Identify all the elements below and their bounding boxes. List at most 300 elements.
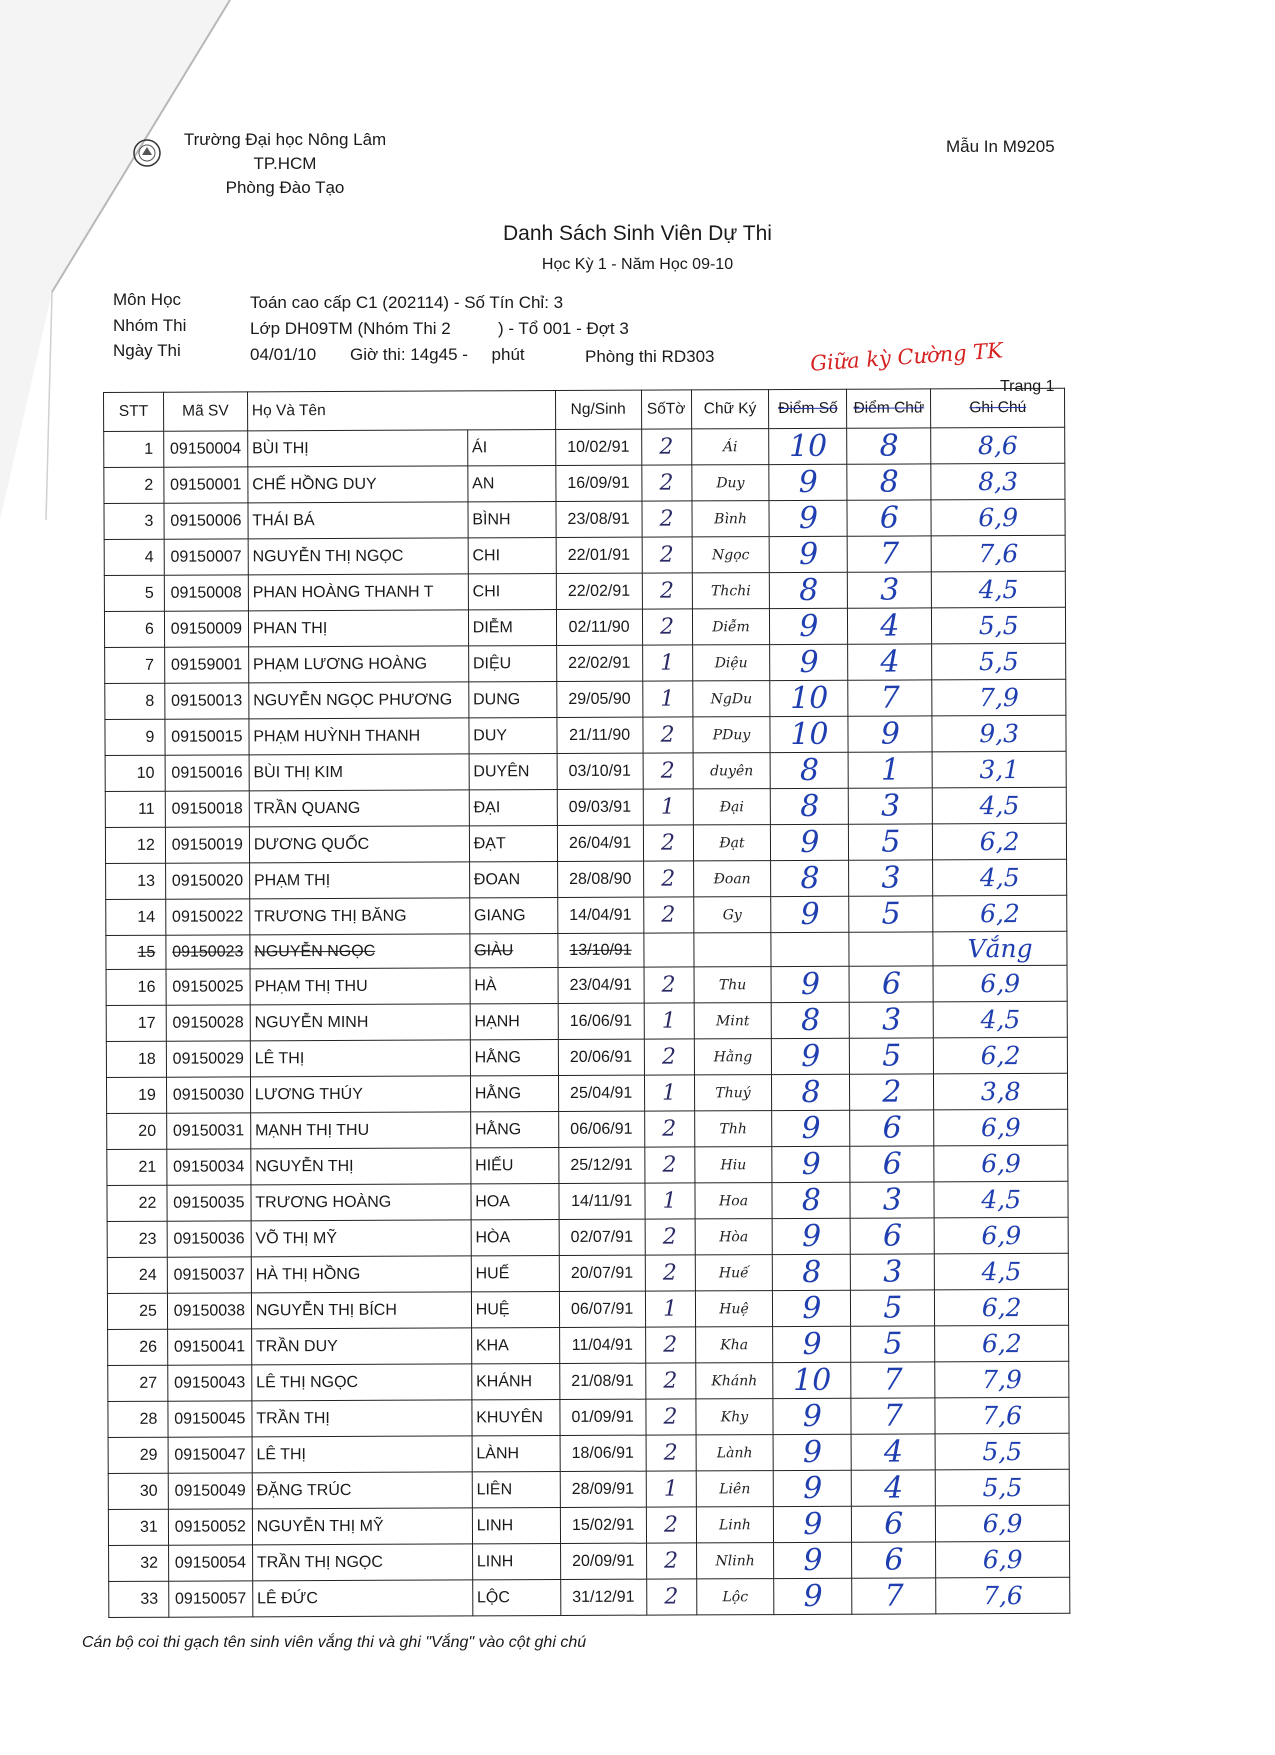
table-row — [106, 1038, 1067, 1078]
document-title: Danh Sách Sinh Viên Dự Thi — [503, 222, 772, 245]
sheet-count: 2 — [641, 429, 691, 465]
score-number: 8 — [772, 1003, 850, 1039]
col-header-dob: Ng/Sinh — [555, 390, 641, 429]
sheet-count: 2 — [644, 967, 694, 1003]
note: 5,5 — [932, 643, 1066, 680]
row-number: 8 — [105, 683, 165, 719]
sheet-count: 2 — [646, 1507, 696, 1543]
table-row — [107, 1218, 1068, 1258]
signature: Hằng — [694, 1039, 772, 1075]
signature: Mint — [694, 1003, 772, 1039]
signature: Khánh — [695, 1363, 773, 1399]
student-id: 09150047 — [168, 1437, 252, 1473]
group-value: Lớp DH09TM (Nhóm Thi 2 ) - Tổ 001 - Đợt 3 — [250, 319, 629, 338]
signature: Lộc — [696, 1579, 774, 1615]
note: 6,9 — [936, 1542, 1070, 1579]
student-given-name: LIÊN — [472, 1472, 560, 1508]
note: 5,5 — [936, 1470, 1070, 1507]
signature: NgDu — [692, 681, 770, 717]
table-row — [107, 1110, 1068, 1150]
signature: Lành — [696, 1435, 774, 1471]
row-number: 17 — [106, 1006, 166, 1042]
student-surname: PHẠM LƯƠNG HOÀNG — [248, 646, 468, 683]
student-given-name: HẰNG — [470, 1040, 558, 1076]
student-given-name: ĐOAN — [469, 862, 557, 898]
student-surname: THÁI BÁ — [248, 502, 468, 539]
sheet-count: 2 — [644, 1111, 694, 1147]
score-number: 9 — [773, 1399, 851, 1435]
signature: Thh — [694, 1111, 772, 1147]
row-number: 29 — [108, 1438, 168, 1474]
student-given-name: HUẾ — [471, 1256, 559, 1292]
student-id: 09150030 — [166, 1077, 250, 1113]
date-of-birth: 01/09/91 — [560, 1399, 646, 1435]
footer-instruction: Cán bộ coi thi gạch tên sinh viên vắng thi và ghi "Vắng" vào cột ghi chú — [82, 1634, 587, 1651]
sheet-count: 2 — [644, 1039, 694, 1075]
note: 8,3 — [931, 463, 1065, 500]
student-surname: TRẦN QUANG — [249, 790, 469, 827]
score-number: 8 — [771, 788, 849, 824]
date-value: 04/01/10 — [250, 345, 317, 364]
score-number: 8 — [770, 572, 848, 608]
date-of-birth: 14/11/91 — [559, 1183, 645, 1219]
row-number: 19 — [106, 1078, 166, 1114]
row-number: 15 — [106, 935, 166, 970]
signature: Hòa — [695, 1219, 773, 1255]
sheet-count: 2 — [642, 609, 692, 645]
col-header-score-words: Điểm Chữ — [847, 389, 931, 428]
score-words: 6 — [852, 1542, 936, 1578]
sheet-count: 2 — [645, 1363, 695, 1399]
sheet-count: 2 — [642, 501, 692, 537]
date-of-birth: 21/11/90 — [557, 717, 643, 753]
date-of-birth: 23/04/91 — [558, 967, 644, 1003]
student-surname: TRẦN THỊ — [252, 1400, 472, 1437]
score-number: 9 — [770, 536, 848, 572]
date-of-birth: 20/09/91 — [560, 1543, 646, 1579]
student-surname: PHẠM HUỲNH THANH — [249, 718, 469, 755]
row-number: 6 — [104, 611, 164, 647]
score-number: 10 — [769, 428, 847, 464]
score-words: 5 — [851, 1326, 935, 1362]
table-row — [106, 931, 1067, 969]
score-words — [849, 932, 933, 967]
signature: PDuy — [692, 717, 770, 753]
student-surname: HÀ THỊ HỒNG — [251, 1256, 471, 1293]
row-number: 20 — [107, 1114, 167, 1150]
student-id: 09150023 — [166, 935, 250, 970]
date-of-birth: 22/02/91 — [556, 573, 642, 609]
sheet-count: 1 — [642, 681, 692, 717]
signature: Thchi — [692, 573, 770, 609]
sheet-count: 2 — [643, 753, 693, 789]
table-row — [104, 571, 1065, 611]
signature — [693, 933, 771, 968]
score-number: 9 — [774, 1471, 852, 1507]
sheet-count: 1 — [644, 1075, 694, 1111]
row-number: 11 — [105, 791, 165, 827]
student-surname: PHẠM THỊ THU — [250, 968, 470, 1005]
student-id: 09150018 — [165, 791, 249, 827]
table-row — [106, 1074, 1067, 1114]
student-given-name: DUNG — [469, 682, 557, 718]
sheet-count: 1 — [642, 645, 692, 681]
score-words: 4 — [851, 1434, 935, 1470]
score-words: 1 — [848, 752, 932, 788]
score-number: 9 — [772, 1039, 850, 1075]
sheet-count: 2 — [645, 1219, 695, 1255]
student-given-name: HÒA — [471, 1220, 559, 1256]
signature: Diệu — [692, 645, 770, 681]
student-id: 09150036 — [167, 1221, 251, 1257]
note: 6,9 — [936, 1506, 1070, 1543]
note: 6,2 — [933, 823, 1067, 860]
table-row — [107, 1254, 1068, 1294]
student-surname: LƯƠNG THÚY — [250, 1076, 470, 1113]
date-of-birth: 16/09/91 — [555, 465, 641, 501]
row-number: 24 — [107, 1258, 167, 1294]
student-surname: TRẦN THỊ NGỌC — [252, 1544, 472, 1581]
student-id: 09150034 — [167, 1149, 251, 1185]
date-of-birth: 25/04/91 — [558, 1075, 644, 1111]
score-words: 5 — [850, 1038, 934, 1074]
student-given-name: CHI — [468, 574, 556, 610]
signature: Hiu — [694, 1147, 772, 1183]
note: 6,9 — [934, 1110, 1068, 1147]
student-id: 09150052 — [168, 1509, 252, 1545]
table-row — [108, 1362, 1069, 1402]
date-of-birth: 06/06/91 — [558, 1111, 644, 1147]
date-of-birth: 31/12/91 — [560, 1579, 646, 1615]
student-surname: LÊ THỊ NGỌC — [252, 1364, 472, 1401]
score-number: 9 — [773, 1435, 851, 1471]
score-number: 10 — [773, 1363, 851, 1399]
table-row — [106, 895, 1067, 935]
signature: Diễm — [692, 609, 770, 645]
score-number: 10 — [770, 680, 848, 716]
student-id: 09150008 — [164, 575, 248, 611]
student-surname: TRƯƠNG THỊ BĂNG — [250, 898, 470, 935]
table-row — [108, 1434, 1069, 1474]
signature: Ngọc — [692, 537, 770, 573]
row-number: 22 — [107, 1186, 167, 1222]
row-number: 16 — [106, 970, 166, 1006]
student-given-name: ÁI — [467, 430, 555, 466]
date-of-birth: 11/04/91 — [559, 1327, 645, 1363]
note: 3,1 — [932, 751, 1066, 788]
score-number: 9 — [771, 824, 849, 860]
student-given-name: BÌNH — [468, 502, 556, 538]
date-of-birth: 22/01/91 — [556, 537, 642, 573]
score-number: 8 — [773, 1255, 851, 1291]
table-row — [104, 607, 1065, 647]
sheet-count: 2 — [643, 825, 693, 861]
student-given-name: HẠNH — [470, 1004, 558, 1040]
school-line-3: Phòng Đào Tạo — [225, 178, 345, 197]
student-given-name: HẰNG — [470, 1076, 558, 1112]
table-row — [104, 427, 1065, 467]
score-words: 8 — [847, 464, 931, 500]
table-row — [108, 1470, 1069, 1510]
row-number: 23 — [107, 1222, 167, 1258]
date-of-birth: 28/08/90 — [557, 861, 643, 897]
student-id: 09150022 — [166, 899, 250, 935]
score-words: 6 — [849, 966, 933, 1002]
signature: Kha — [695, 1327, 773, 1363]
date-of-birth: 15/02/91 — [560, 1507, 646, 1543]
time-value: Giờ thi: 14g45 - phút — [350, 345, 525, 364]
score-words: 3 — [848, 572, 932, 608]
note: 7,9 — [935, 1362, 1069, 1399]
table-header-row — [104, 388, 1065, 431]
student-surname: ĐẶNG TRÚC — [252, 1472, 472, 1509]
signature: duyên — [693, 753, 771, 789]
row-number: 9 — [105, 719, 165, 755]
sheet-count: 2 — [645, 1327, 695, 1363]
score-number: 9 — [773, 1327, 851, 1363]
score-words: 5 — [849, 896, 933, 932]
student-given-name: KHA — [471, 1328, 559, 1364]
row-number: 2 — [104, 467, 164, 503]
date-of-birth: 29/05/90 — [556, 681, 642, 717]
date-of-birth: 28/09/91 — [560, 1471, 646, 1507]
date-of-birth: 22/02/91 — [556, 645, 642, 681]
score-number: 8 — [771, 860, 849, 896]
form-code: Mẫu In M9205 — [946, 137, 1055, 156]
row-number: 3 — [104, 503, 164, 539]
table-row — [107, 1182, 1068, 1222]
handwritten-red-note: Giữa kỳ Cường TK — [809, 338, 1004, 376]
signature: Đạt — [693, 825, 771, 861]
table-row — [104, 535, 1065, 575]
row-number: 30 — [108, 1474, 168, 1510]
date-of-birth: 14/04/91 — [557, 897, 643, 933]
score-number: 9 — [774, 1507, 852, 1543]
date-of-birth: 16/06/91 — [558, 1003, 644, 1039]
student-surname: NGUYỄN NGỌC — [250, 934, 470, 969]
col-header-full-name: Họ Và Tên — [247, 391, 555, 431]
signature: Bình — [692, 501, 770, 537]
note: 4,5 — [934, 1182, 1068, 1219]
row-number: 33 — [109, 1582, 169, 1618]
score-words: 6 — [847, 500, 931, 536]
student-given-name: KHUYÊN — [472, 1400, 560, 1436]
row-number: 26 — [108, 1330, 168, 1366]
sheet-count: 2 — [643, 897, 693, 933]
score-words: 3 — [851, 1254, 935, 1290]
student-given-name: HẰNG — [470, 1112, 558, 1148]
sheet-count: 2 — [641, 465, 691, 501]
score-words: 6 — [850, 1110, 934, 1146]
sheet-count: 2 — [642, 717, 692, 753]
student-id: 09150007 — [164, 539, 248, 575]
student-surname: BÙI THỊ — [247, 430, 467, 467]
note: 7,9 — [932, 679, 1066, 716]
sheet-count — [643, 933, 693, 968]
student-given-name: HIẾU — [471, 1148, 559, 1184]
score-number: 9 — [771, 967, 849, 1003]
table-row — [109, 1578, 1070, 1618]
score-number: 9 — [770, 644, 848, 680]
date-of-birth: 02/11/90 — [556, 609, 642, 645]
note: Vắng — [933, 931, 1067, 966]
score-number: 9 — [773, 1219, 851, 1255]
sheet-count: 2 — [646, 1579, 696, 1615]
row-number: 32 — [109, 1546, 169, 1582]
table-row — [108, 1398, 1069, 1438]
date-of-birth: 26/04/91 — [557, 825, 643, 861]
sheet-count: 2 — [645, 1399, 695, 1435]
note: 4,5 — [932, 571, 1066, 608]
student-given-name: LINH — [472, 1508, 560, 1544]
student-id: 09150009 — [164, 611, 248, 647]
student-given-name: DUYÊN — [469, 754, 557, 790]
table-row — [105, 715, 1066, 755]
student-surname: DƯƠNG QUỐC — [249, 826, 469, 863]
student-id: 09150001 — [164, 467, 248, 503]
signature: Duy — [691, 465, 769, 501]
score-words: 7 — [851, 1398, 935, 1434]
table-row — [106, 966, 1067, 1006]
note: 7,6 — [936, 1578, 1070, 1615]
score-words: 3 — [849, 788, 933, 824]
note: 4,5 — [933, 787, 1067, 824]
signature: Nlinh — [696, 1543, 774, 1579]
table-row — [105, 679, 1066, 719]
student-surname: TRẦN DUY — [251, 1328, 471, 1365]
row-number: 27 — [108, 1366, 168, 1402]
sheet-count: 1 — [644, 1003, 694, 1039]
student-surname: PHẠM THỊ — [249, 862, 469, 899]
score-number: 9 — [770, 608, 848, 644]
date-of-birth: 13/10/91 — [558, 933, 644, 968]
student-given-name: KHÁNH — [471, 1364, 559, 1400]
table-row — [108, 1506, 1069, 1546]
table-row — [106, 859, 1067, 899]
score-words: 3 — [850, 1182, 934, 1218]
row-number: 25 — [107, 1294, 167, 1330]
student-given-name: GIANG — [469, 898, 557, 934]
sheet-count: 1 — [646, 1471, 696, 1507]
col-header-score: Điểm Số — [769, 389, 847, 428]
row-number: 21 — [107, 1150, 167, 1186]
score-number — [771, 932, 849, 967]
student-surname: NGUYỄN MINH — [250, 1004, 470, 1041]
student-id: 09150045 — [168, 1401, 252, 1437]
table-row — [109, 1542, 1070, 1582]
score-number: 8 — [772, 1075, 850, 1111]
student-given-name: CHI — [468, 538, 556, 574]
score-number: 9 — [774, 1579, 852, 1615]
date-of-birth: 03/10/91 — [557, 753, 643, 789]
score-number: 8 — [772, 1183, 850, 1219]
table-row — [104, 499, 1065, 539]
score-number: 9 — [774, 1543, 852, 1579]
student-given-name: ĐẠT — [469, 826, 557, 862]
signature: Liên — [696, 1471, 774, 1507]
note: 4,5 — [934, 1002, 1068, 1039]
student-given-name: GIÀU — [470, 934, 558, 969]
student-given-name: DIỆU — [468, 646, 556, 682]
score-number: 9 — [773, 1291, 851, 1327]
date-of-birth: 21/08/91 — [559, 1363, 645, 1399]
note: 6,2 — [933, 895, 1067, 932]
col-header-sheets: SốTờ — [641, 390, 691, 429]
school-line-1: Trường Đại học Nông Lâm — [183, 130, 387, 149]
score-words: 6 — [850, 1146, 934, 1182]
signature: Hoa — [695, 1183, 773, 1219]
score-words: 5 — [851, 1290, 935, 1326]
sheet-count: 2 — [646, 1543, 696, 1579]
student-given-name: HÀ — [470, 968, 558, 1004]
date-of-birth: 23/08/91 — [556, 501, 642, 537]
student-table — [103, 388, 1070, 1618]
note: 6,2 — [934, 1038, 1068, 1075]
student-surname: NGUYỄN THỊ MỸ — [252, 1508, 472, 1545]
score-words: 8 — [847, 428, 931, 464]
date-of-birth: 20/07/91 — [559, 1255, 645, 1291]
row-number: 4 — [104, 539, 164, 575]
score-words: 9 — [848, 716, 932, 752]
student-surname: TRƯƠNG HOÀNG — [251, 1184, 471, 1221]
col-header-student-id: Mã SV — [163, 392, 247, 431]
date-label: Ngày Thi — [113, 341, 181, 360]
note: 6,2 — [935, 1290, 1069, 1327]
table-row — [105, 643, 1066, 683]
student-id: 09150037 — [167, 1257, 251, 1293]
score-words: 4 — [852, 1470, 936, 1506]
date-of-birth: 25/12/91 — [558, 1147, 644, 1183]
note: 6,2 — [935, 1326, 1069, 1363]
score-number: 10 — [770, 716, 848, 752]
student-surname: BÙI THỊ KIM — [249, 754, 469, 791]
score-number: 8 — [771, 752, 849, 788]
col-header-notes: Ghi Chú — [931, 388, 1065, 428]
sheet-count: 2 — [642, 537, 692, 573]
student-surname: MẠNH THỊ THU — [250, 1112, 470, 1149]
signature: Huế — [695, 1255, 773, 1291]
sheet-count: 1 — [643, 789, 693, 825]
student-id: 09150013 — [165, 683, 249, 719]
col-header-stt: STT — [104, 392, 164, 431]
student-given-name: HUỆ — [471, 1292, 559, 1328]
score-words: 6 — [850, 1218, 934, 1254]
note: 6,9 — [931, 499, 1065, 536]
table-row — [107, 1146, 1068, 1186]
note: 9,3 — [932, 715, 1066, 752]
note: 6,9 — [934, 1218, 1068, 1255]
signature: Linh — [696, 1507, 774, 1543]
student-surname: VÕ THỊ MỸ — [251, 1220, 471, 1257]
student-surname: PHAN THỊ — [248, 610, 468, 647]
date-of-birth: 06/07/91 — [559, 1291, 645, 1327]
student-id: 09150015 — [165, 719, 249, 755]
student-given-name: AN — [468, 466, 556, 502]
school-line-2: TP.HCM — [253, 154, 317, 173]
score-words: 5 — [849, 824, 933, 860]
student-given-name: LỘC — [472, 1580, 560, 1616]
score-number: 9 — [769, 464, 847, 500]
score-words: 7 — [848, 536, 932, 572]
student-id: 09150006 — [164, 503, 248, 539]
score-number: 9 — [769, 500, 847, 536]
score-words: 7 — [848, 680, 932, 716]
student-id: 09150028 — [166, 1005, 250, 1041]
student-surname: NGUYỄN THỊ — [251, 1148, 471, 1185]
student-surname: NGUYỄN NGỌC PHƯƠNG — [249, 682, 469, 719]
table-row — [105, 751, 1066, 791]
student-given-name: LINH — [472, 1544, 560, 1580]
